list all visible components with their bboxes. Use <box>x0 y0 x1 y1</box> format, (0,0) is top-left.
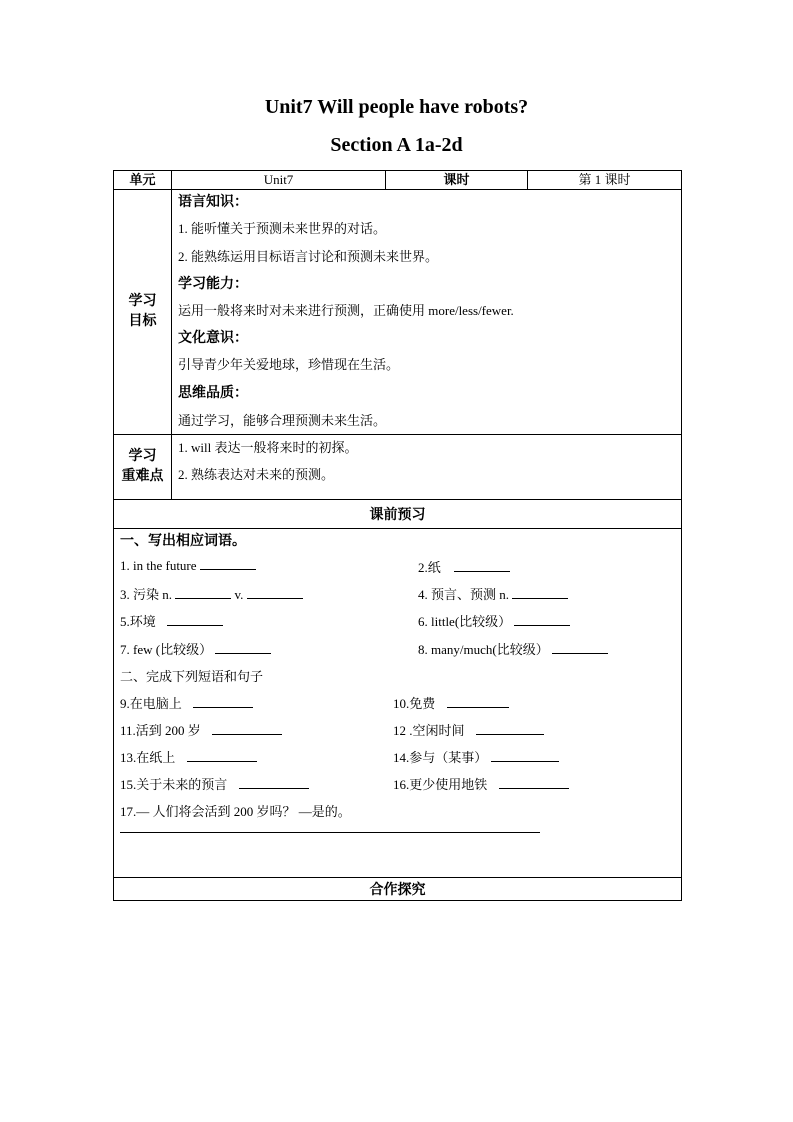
exercise-5-text: 5.环境 <box>120 614 156 629</box>
exercise-14-text: 14.参与（某事） <box>393 750 488 765</box>
exercise-4-text: 4. 预言、预测 n. <box>418 587 510 602</box>
exercise-6-text: 6. little(比较级） <box>418 614 512 629</box>
exercise-8 <box>418 639 608 658</box>
section-2-heading: 二、完成下列短语和句子 <box>120 669 264 684</box>
exercise-9-text: 9.在电脑上 <box>120 696 182 711</box>
objectives-label-line2: 目标 <box>128 314 157 329</box>
explore-band: 合作探究 <box>114 878 682 901</box>
answer-blank-3a[interactable] <box>175 586 231 599</box>
answer-blank-15[interactable] <box>239 776 309 789</box>
answer-blank-12[interactable] <box>476 722 544 735</box>
unit-label: 单元 <box>114 171 172 190</box>
answer-blank-6[interactable] <box>514 613 570 626</box>
exercise-2-text: 2.纸 <box>418 560 441 575</box>
exercise-10 <box>393 693 509 712</box>
header-row <box>114 171 682 190</box>
answer-blank-10[interactable] <box>447 695 509 708</box>
exercise-15 <box>120 774 309 793</box>
exercise-16 <box>393 774 569 793</box>
culture-heading: 文化意识： <box>178 331 248 346</box>
period-value: 第 1 课时 <box>528 171 682 190</box>
page-title: Unit7 Will people have robots? <box>264 96 529 118</box>
exercise-4 <box>418 584 568 603</box>
thinking-heading: 思维品质： <box>178 386 248 401</box>
answer-blank-11[interactable] <box>212 722 282 735</box>
exercise-13 <box>120 747 257 766</box>
ability-text: 运用一般将来时对未来进行预测，正确使用 more/less/fewer. <box>178 303 514 318</box>
period-label: 课时 <box>386 171 528 190</box>
exercise-12 <box>393 720 544 739</box>
exercise-11 <box>120 720 282 739</box>
keypoints-row <box>114 435 682 500</box>
objectives-row <box>114 190 682 435</box>
keypoint-item-2: 2. 熟练表达对未来的预测。 <box>178 467 335 482</box>
page-subtitle: Section A 1a-2d <box>330 134 463 156</box>
section-1-heading: 一、写出相应词语。 <box>120 534 246 549</box>
exercise-8-text: 8. many/much(比较级） <box>418 642 549 657</box>
keypoints-content <box>172 435 682 500</box>
answer-blank-3b[interactable] <box>247 586 303 599</box>
preview-content-row <box>114 529 682 878</box>
objectives-label <box>114 190 172 435</box>
exercise-14 <box>393 747 559 766</box>
answer-blank-5[interactable] <box>167 613 223 626</box>
exercise-3 <box>120 584 303 603</box>
preview-band: 课前预习 <box>114 500 682 529</box>
thinking-text: 通过学习，能够合理预测未来生活。 <box>178 413 387 428</box>
answer-blank-14[interactable] <box>491 749 559 762</box>
culture-text: 引导青少年关爱地球，珍惜现在生活。 <box>178 357 400 372</box>
objectives-content <box>172 190 682 435</box>
answer-blank-8[interactable] <box>552 641 608 654</box>
ability-heading: 学习能力： <box>178 277 248 292</box>
exercise-5 <box>120 611 223 630</box>
unit-value: Unit7 <box>172 171 386 190</box>
preview-band-row <box>114 500 682 529</box>
exercise-11-text: 11.活到 200 岁 <box>120 723 201 738</box>
keypoints-label-line1: 学习 <box>128 449 157 464</box>
keypoints-label <box>114 435 172 500</box>
answer-blank-7[interactable] <box>215 641 271 654</box>
lang-item-1: 1. 能听懂关于预测未来世界的对话。 <box>178 221 387 236</box>
exercise-7-text: 7. few (比较级） <box>120 642 213 657</box>
answer-blank-1[interactable] <box>200 557 256 570</box>
exercise-17: 17.— 人们将会活到 200 岁吗？ —是的。 <box>120 804 351 819</box>
exercise-7 <box>120 639 271 658</box>
exercise-1 <box>120 557 256 574</box>
exercise-16-text: 16.更少使用地铁 <box>393 777 488 792</box>
lesson-plan-table <box>113 170 682 901</box>
keypoints-label-line2: 重难点 <box>121 469 164 484</box>
answer-blank-16[interactable] <box>499 776 569 789</box>
exercise-3-text-verb: v. <box>234 587 244 602</box>
exercise-12-text: 12 .空闲时间 <box>393 723 465 738</box>
keypoint-item-1: 1. will 表达一般将来时的初探。 <box>178 440 358 455</box>
answer-blank-2[interactable] <box>454 559 510 572</box>
objectives-label-line1: 学习 <box>128 294 157 309</box>
preview-content <box>114 529 682 878</box>
exercise-2 <box>418 557 510 576</box>
exercise-10-text: 10.免费 <box>393 696 436 711</box>
explore-band-row <box>114 878 682 901</box>
answer-blank-13[interactable] <box>187 749 257 762</box>
answer-blank-9[interactable] <box>193 695 253 708</box>
answer-blank-4[interactable] <box>512 586 568 599</box>
answer-line-17[interactable] <box>120 832 540 833</box>
lang-heading: 语言知识： <box>178 195 248 210</box>
exercise-6 <box>418 611 570 630</box>
lang-item-2: 2. 能熟练运用目标语言讨论和预测未来世界。 <box>178 249 439 264</box>
exercise-3-text: 3. 污染 n. <box>120 587 173 602</box>
exercise-1-text: 1. in the future <box>120 558 197 573</box>
exercise-13-text: 13.在纸上 <box>120 750 176 765</box>
exercise-9 <box>120 693 253 712</box>
exercise-15-text: 15.关于未来的预言 <box>120 777 228 792</box>
